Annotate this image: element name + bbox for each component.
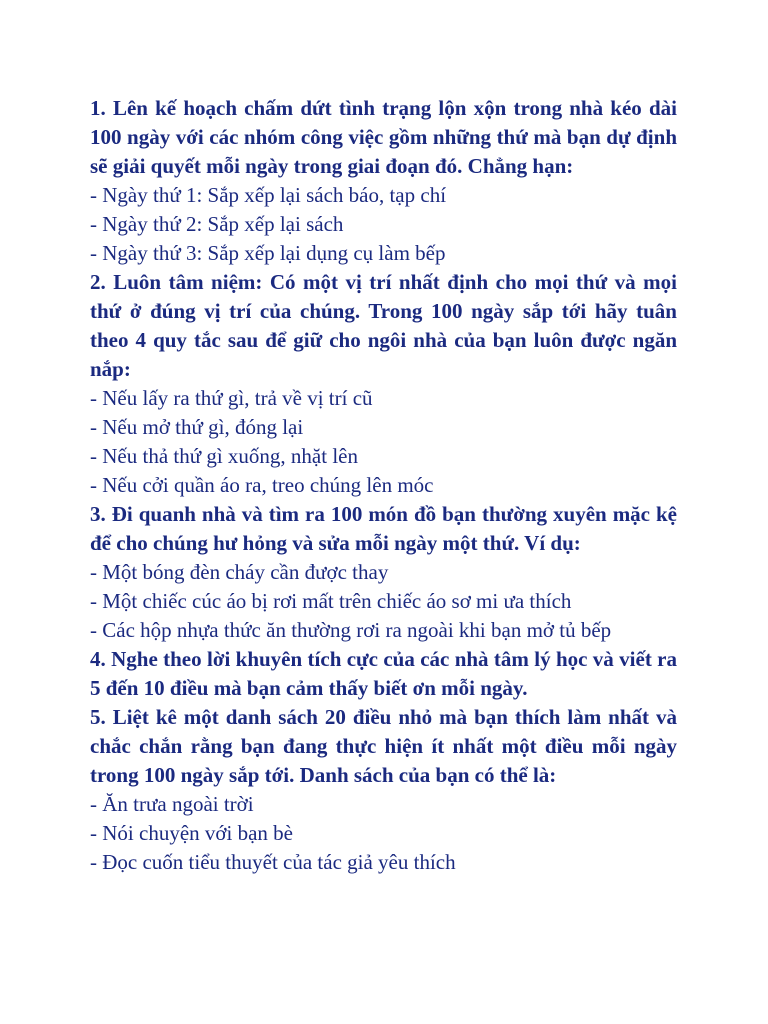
point-2-heading: 2. Luôn tâm niệm: Có một vị trí nhất định cho mọi thứ và mọi thứ ở đúng vị trí của chúng. Trong 100 ngày sắp tới hãy tuân theo 4 quy tắc sau để giữ cho ngôi nhà của bạn luôn được ngăn nắp: xyxy=(90,270,677,381)
document-page xyxy=(90,94,677,877)
point-5-item-2: - Nói chuyện với bạn bè xyxy=(90,821,293,845)
point-1-item-1: - Ngày thứ 1: Sắp xếp lại sách báo, tạp chí xyxy=(90,183,447,207)
point-2-item-2: - Nếu mở thứ gì, đóng lại xyxy=(90,415,304,439)
point-5-item-3: - Đọc cuốn tiểu thuyết của tác giả yêu thích xyxy=(90,850,456,874)
point-2-item-1: - Nếu lấy ra thứ gì, trả về vị trí cũ xyxy=(90,386,373,410)
point-4-heading: 4. Nghe theo lời khuyên tích cực của các nhà tâm lý học và viết ra 5 đến 10 điều mà bạn cảm thấy biết ơn mỗi ngày. xyxy=(90,647,677,700)
point-2-item-4: - Nếu cởi quần áo ra, treo chúng lên móc xyxy=(90,473,434,497)
point-1-item-3: - Ngày thứ 3: Sắp xếp lại dụng cụ làm bếp xyxy=(90,241,446,265)
point-5-heading: 5. Liệt kê một danh sách 20 điều nhỏ mà bạn thích làm nhất và chắc chắn rằng bạn đang thực hiện ít nhất một điều mỗi ngày trong 100 ngày sắp tới. Danh sách của bạn có thể là: xyxy=(90,705,677,787)
point-1-heading: 1. Lên kế hoạch chấm dứt tình trạng lộn xộn trong nhà kéo dài 100 ngày với các nhóm công việc gồm những thứ mà bạn dự định sẽ giải quyết mỗi ngày trong giai đoạn đó. Chẳng hạn: xyxy=(90,96,677,178)
point-5-item-1: - Ăn trưa ngoài trời xyxy=(90,792,254,816)
point-3-item-1: - Một bóng đèn cháy cần được thay xyxy=(90,560,389,584)
point-3-item-2: - Một chiếc cúc áo bị rơi mất trên chiếc áo sơ mi ưa thích xyxy=(90,589,572,613)
point-1-item-2: - Ngày thứ 2: Sắp xếp lại sách xyxy=(90,212,344,236)
point-3-heading: 3. Đi quanh nhà và tìm ra 100 món đồ bạn thường xuyên mặc kệ để cho chúng hư hỏng và sửa mỗi ngày một thứ. Ví dụ: xyxy=(90,502,677,555)
point-3-item-3: - Các hộp nhựa thức ăn thường rơi ra ngoài khi bạn mở tủ bếp xyxy=(90,618,612,642)
point-2-item-3: - Nếu thả thứ gì xuống, nhặt lên xyxy=(90,444,358,468)
